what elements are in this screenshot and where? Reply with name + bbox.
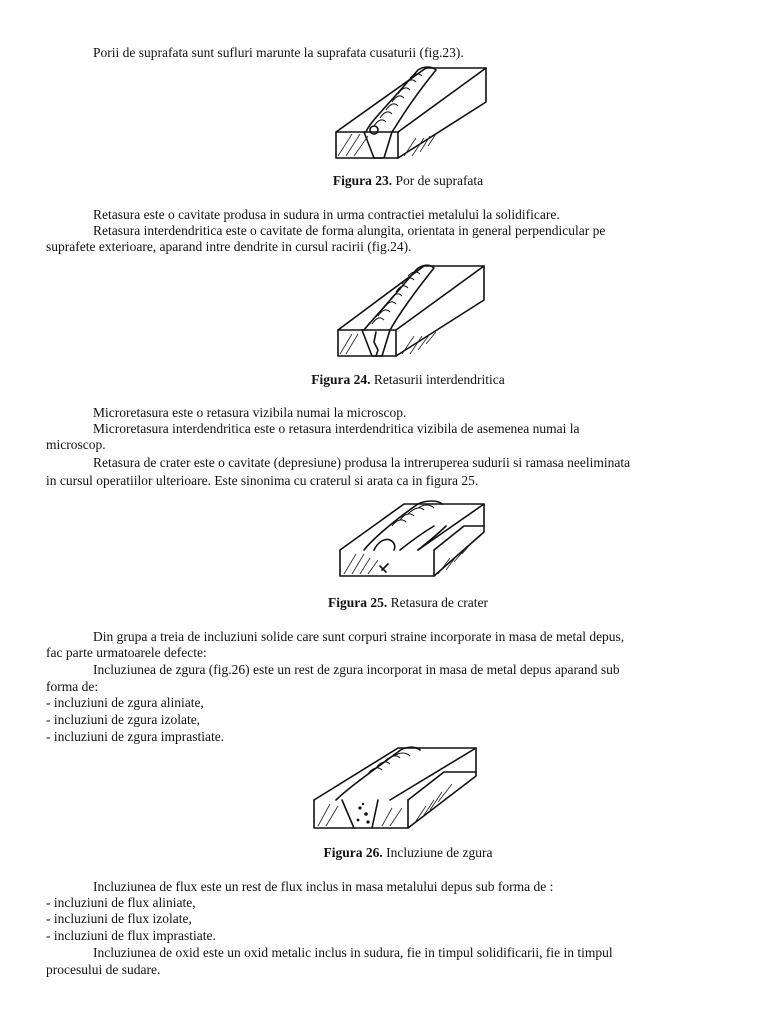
figure-24-image (332, 262, 492, 358)
figure-26-label: Figura 26. (323, 845, 383, 860)
figure-25-label: Figura 25. (327, 595, 388, 610)
figure-26-text: Incluziune de zgura (386, 845, 493, 860)
paragraph-incluziune-oxid-2: procesului de sudare. (46, 962, 161, 977)
paragraph-retasura: Retasura este o cavitate produsa in sudura in urma contractiei metalului la solidificare. (93, 207, 560, 222)
list-item-flux-izolate: - incluziuni de flux izolate, (46, 911, 192, 926)
paragraph-retasura-crater-2: in cursul operatiilor ulterioare. Este sinonima cu craterul si arata ca in figura 25. (46, 473, 479, 488)
figure-23-label: Figura 23. (332, 173, 393, 188)
paragraph-microretasura-interdendritica-2: microscop. (46, 437, 106, 452)
paragraph-pori: Porii de suprafata sunt sufluri marunte la suprafata cusaturii (fig.23). (93, 45, 464, 60)
figure-23-image (330, 62, 502, 160)
paragraph-incluziuni-solide-1: Din grupa a treia de incluziuni solide care sunt corpuri straine incorporate in masa de metal depus, (93, 629, 625, 644)
figure-26-caption (0, 844, 768, 861)
list-item-zgura-imprastiate: - incluziuni de zgura imprastiate. (46, 729, 225, 744)
list-item-flux-imprastiate: - incluziuni de flux imprastiate. (46, 928, 216, 943)
list-item-flux-aliniate: - incluziuni de flux aliniate, (46, 895, 196, 910)
figure-25-text: Retasura de crater (390, 595, 489, 610)
figure-23-text: Por de suprafata (395, 173, 484, 188)
paragraph-retasura-crater-1: Retasura de crater este o cavitate (depresiune) produsa la intreruperea sudurii si ramasa neeliminata (93, 455, 631, 470)
paragraph-incluziune-flux: Incluziunea de flux este un rest de flux inclus in masa metalului depus sub forma de : (93, 879, 554, 894)
paragraph-microretasura: Microretasura este o retasura vizibila numai la microscop. (93, 405, 407, 420)
paragraph-incluziune-zgura-1: Incluziunea de zgura (fig.26) este un rest de zgura incorporat in masa de metal depus aparand sub (93, 662, 620, 677)
paragraph-microretasura-interdendritica-1: Microretasura interdendritica este o retasura interdendritica vizibila de asemenea numai la (93, 421, 580, 436)
figure-24-label: Figura 24. (311, 372, 371, 387)
paragraph-incluziune-zgura-2: forma de: (46, 679, 99, 694)
paragraph-retasura-interdendritica-1: Retasura interdendritica este o cavitate de forma alungita, orientata in general perpendicular pe (93, 223, 606, 238)
figure-24-text: Retasurii interdendritica (373, 372, 505, 387)
figure-24-caption (0, 371, 768, 388)
paragraph-incluziune-oxid-1: Incluziunea de oxid este un oxid metalic inclus in sudura, fie in timpul solidificarii, fie in timpul (93, 945, 613, 960)
paragraph-incluziuni-solide-2: fac parte urmatoarele defecte: (46, 645, 207, 660)
paragraph-retasura-interdendritica-2: suprafete exterioare, aparand intre dendrite in cursul racirii (fig.24). (46, 239, 412, 254)
list-item-zgura-aliniate: - incluziuni de zgura aliniate, (46, 695, 204, 710)
list-item-zgura-izolate: - incluziuni de zgura izolate, (46, 712, 201, 727)
figure-23-caption (0, 172, 768, 189)
figure-25-caption (0, 594, 768, 611)
figure-26-image (306, 742, 482, 834)
figure-25-image (334, 496, 494, 584)
